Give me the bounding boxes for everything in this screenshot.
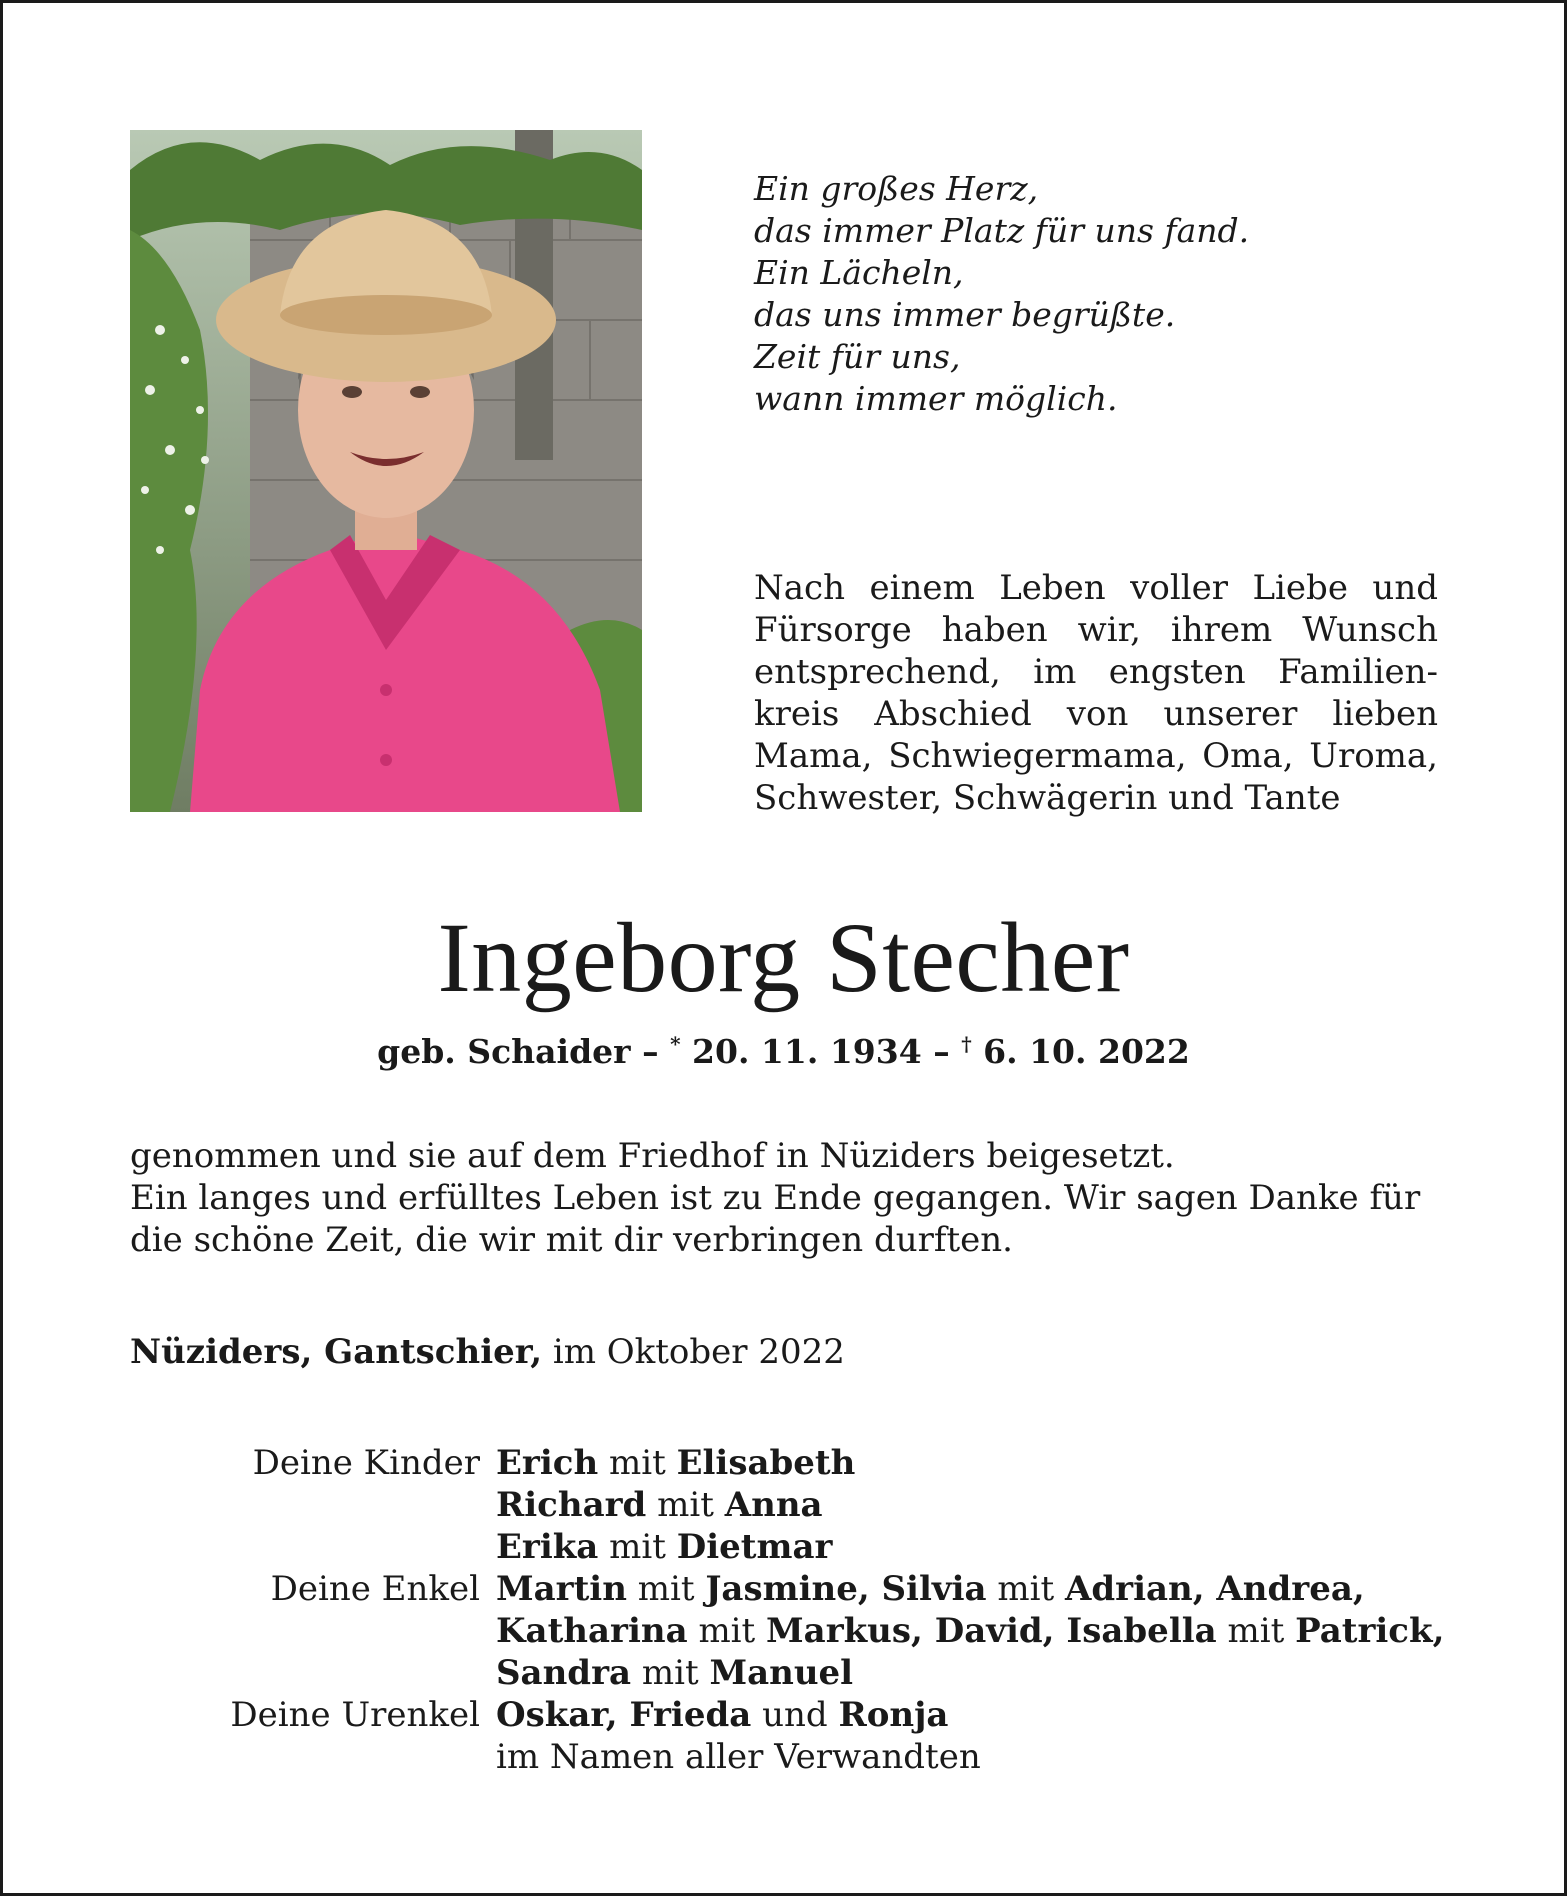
family-connector: mit [608,1443,666,1483]
intro-line: entsprechend, im engsten Familien- [754,652,1438,692]
family-name: Patrick, [1295,1611,1445,1651]
family-name: Adrian, Andrea, [1065,1569,1365,1609]
deceased-name: Ingeborg Stecher [437,902,1130,1013]
family-label: Deine Enkel [270,1569,480,1609]
family-connector: mit [637,1569,695,1609]
family-name: Manuel [709,1653,854,1693]
body-line: die schöne Zeit, die wir mit dir verbringen durften. [130,1220,1013,1260]
death-symbol: † [961,1032,972,1056]
family-names [496,1694,948,1736]
intro-line: Mama, Schwiegermama, Oma, Uroma, [754,736,1438,776]
separator: – [642,1032,659,1071]
portrait-photo-icon [130,130,642,812]
family-connector: und [762,1695,828,1735]
poem-line: das uns immer begrüßte. [754,295,1176,334]
family-names [496,1568,1365,1610]
family-row [130,1442,1460,1484]
poem-line: Zeit für uns, [754,337,961,376]
family-list [130,1442,1460,1778]
family-names [496,1484,823,1526]
family-name: Jasmine, Silvia [705,1569,987,1609]
family-names [496,1652,853,1694]
family-row [130,1652,1460,1694]
family-row [130,1484,1460,1526]
family-connector: mit [698,1611,756,1651]
intro-line: Schwester, Schwägerin und Tante [754,778,1341,818]
family-name: Erich [496,1443,599,1483]
family-connector: mit [997,1569,1055,1609]
family-row [130,1568,1460,1610]
family-names [496,1526,832,1568]
maiden-name: geb. Schaider [377,1032,631,1071]
life-dates [0,1022,1567,1074]
family-names [496,1610,1444,1652]
poem-line: wann immer möglich. [754,379,1118,418]
family-names [496,1442,855,1484]
poem-line: Ein Lächeln, [754,253,964,292]
family-row [130,1736,1460,1778]
family-name: Anna [724,1485,823,1525]
intro-paragraph [754,567,1438,819]
family-name: Elisabeth [676,1443,856,1483]
birth-symbol: * [670,1032,681,1056]
family-row [130,1610,1460,1652]
place-date [130,1330,845,1374]
intro-line: Fürsorge haben wir, ihrem Wunsch [754,610,1438,650]
body-paragraph [130,1135,1430,1261]
intro-line: kreis Abschied von unserer lieben [754,694,1438,734]
intro-line: Nach einem Leben voller Liebe und [754,568,1438,608]
family-closing: im Namen aller Verwandten [496,1737,981,1777]
body-line: genommen und sie auf dem Friedhof in Nüziders beigesetzt. [130,1136,1175,1176]
poem [754,168,1454,420]
family-connector: mit [641,1653,699,1693]
separator: – [933,1032,950,1071]
death-date: 6. 10. 2022 [983,1032,1190,1071]
family-name: Markus, David, Isabella [766,1611,1217,1651]
family-row [130,1694,1460,1736]
family-connector: mit [609,1527,666,1567]
poem-line: das immer Platz für uns fand. [754,211,1250,250]
family-name: Richard [496,1485,647,1525]
family-name: Ronja [838,1695,949,1735]
family-label: Deine Kinder [252,1443,480,1483]
family-name: Martin [496,1569,627,1609]
family-row [130,1526,1460,1568]
birth-date: 20. 11. 1934 [692,1032,922,1071]
family-name: Dietmar [676,1527,833,1567]
family-label: Deine Urenkel [230,1695,480,1735]
family-name: Oskar, Frieda [496,1695,752,1735]
family-name: Katharina [496,1611,688,1651]
family-name: Erika [496,1527,599,1567]
portrait-photo [130,130,642,812]
place-month: im Oktober 2022 [552,1332,845,1372]
poem-line: Ein großes Herz, [754,169,1039,208]
place-locations: Nüziders, Gantschier, [130,1332,543,1372]
family-connector: mit [657,1485,714,1525]
body-line: Ein langes und erfülltes Leben ist zu Ende gegangen. Wir sagen Danke für [130,1178,1421,1218]
family-name: Sandra [496,1653,632,1693]
family-connector: mit [1227,1611,1285,1651]
